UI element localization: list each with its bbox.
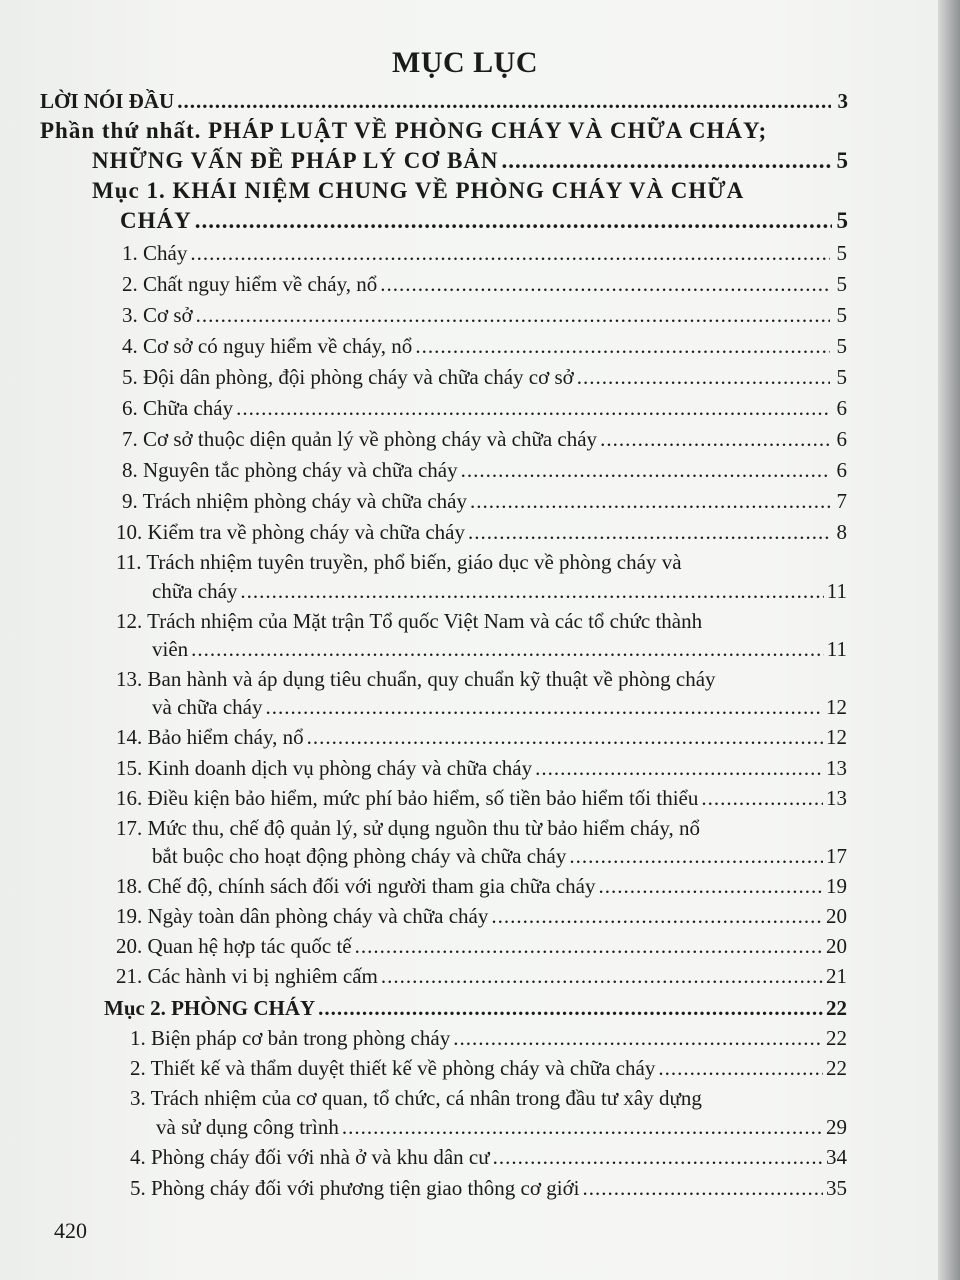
- leader-dots: [190, 238, 830, 268]
- toc-entry-line1: 17. Mức thu, chế độ quản lý, sử dụng nguồn thu từ bảo hiểm cháy, nổ: [116, 816, 700, 840]
- toc-entry: 10. Kiểm tra về phòng cháy và chữa cháy ..... 8: [116, 517, 847, 547]
- toc-entry: 1. Biện pháp cơ bản trong phòng cháy ..... 22: [130, 1023, 847, 1053]
- leader-dots: [598, 871, 823, 901]
- toc-entry: và chữa cháy ..... 12: [152, 692, 847, 722]
- toc-entry: bắt buộc cho hoạt động phòng cháy và chữa cháy ..... 17: [152, 841, 847, 871]
- toc-entry-section-2: Mục 2. PHÒNG CHÁY ..... 22: [104, 993, 847, 1023]
- leader-dots: [470, 486, 830, 516]
- leader-dots: [380, 269, 830, 299]
- toc-entry: 18. Chế độ, chính sách đối với người tham gia chữa cháy ..... 19: [116, 871, 847, 901]
- toc-entry: 20. Quan hệ hợp tác quốc tế ..... 20: [116, 931, 847, 961]
- toc-entry: 15. Kinh doanh dịch vụ phòng cháy và chữa cháy ..... 13: [116, 753, 847, 783]
- leader-dots: [307, 722, 823, 752]
- leader-dots: [493, 1142, 823, 1172]
- leader-dots: [577, 362, 830, 392]
- toc-entry: chữa cháy ..... 11: [152, 576, 847, 606]
- leader-dots: [318, 993, 823, 1023]
- toc-entry: 5. Đội dân phòng, đội phòng cháy và chữa cháy cơ sở ..... 5: [122, 362, 847, 392]
- leader-dots: [701, 783, 823, 813]
- toc-entry-section-1-line1: Mục 1. KHÁI NIỆM CHUNG VỀ PHÒNG CHÁY VÀ CHỮA: [92, 178, 745, 203]
- leader-dots: [177, 86, 831, 116]
- leader-dots: [195, 206, 832, 236]
- leader-dots: [453, 1023, 823, 1053]
- leader-dots: [502, 146, 832, 176]
- leader-dots: [196, 300, 830, 330]
- toc-entry: 2. Thiết kế và thẩm duyệt thiết kế về phòng cháy và chữa cháy ..... 22: [130, 1053, 847, 1083]
- leader-dots: [461, 455, 830, 485]
- leader-dots: [342, 1112, 823, 1142]
- leader-dots: [600, 424, 830, 454]
- toc-entry: 4. Phòng cháy đối với nhà ở và khu dân cư ..... 34: [130, 1142, 847, 1172]
- leader-dots: [236, 393, 830, 423]
- leader-dots: [569, 841, 823, 871]
- toc-entry: 2. Chất nguy hiểm về cháy, nổ ..... 5: [122, 269, 847, 299]
- toc-entry-part-1: NHỮNG VẤN ĐỀ PHÁP LÝ CƠ BẢN ..... 5: [92, 146, 849, 176]
- toc-entry-line1: 11. Trách nhiệm tuyên truyền, phổ biến, giáo dục về phòng cháy và: [116, 550, 682, 574]
- toc-entry: viên ..... 11: [152, 634, 847, 664]
- toc-entry-line1: 3. Trách nhiệm của cơ quan, tổ chức, cá nhân trong đầu tư xây dựng: [130, 1086, 702, 1110]
- toc-entry-preface: LỜI NÓI ĐẦU ..... 3: [40, 86, 848, 116]
- toc-entry: 19. Ngày toàn dân phòng cháy và chữa cháy ..... 20: [116, 901, 847, 931]
- toc-entry: 8. Nguyên tắc phòng cháy và chữa cháy ..... 6: [122, 455, 847, 485]
- leader-dots: [191, 634, 824, 664]
- leader-dots: [355, 931, 823, 961]
- toc-entry: 3. Cơ sở ..... 5: [122, 300, 847, 330]
- page-title: MỤC LỤC: [392, 46, 538, 79]
- toc-entry: 9. Trách nhiệm phòng cháy và chữa cháy ..... 7: [122, 486, 847, 516]
- leader-dots: [381, 961, 823, 991]
- page-number: 420: [54, 1218, 87, 1243]
- leader-dots: [266, 692, 824, 722]
- leader-dots: [240, 576, 823, 606]
- toc-entry-line1: 13. Ban hành và áp dụng tiêu chuẩn, quy chuẩn kỹ thuật về phòng cháy: [116, 667, 716, 691]
- toc-entry: 16. Điều kiện bảo hiểm, mức phí bảo hiểm, số tiền bảo hiểm tối thiểu ..... 13: [116, 783, 847, 813]
- leader-dots: [468, 517, 830, 547]
- toc-entry: 14. Bảo hiểm cháy, nổ ..... 12: [116, 722, 847, 752]
- toc-entry: và sử dụng công trình ..... 29: [156, 1112, 847, 1142]
- leader-dots: [535, 753, 823, 783]
- toc-entry: 1. Cháy ..... 5: [122, 238, 847, 268]
- toc-entry-line1: 12. Trách nhiệm của Mặt trận Tổ quốc Việt Nam và các tổ chức thành: [116, 609, 703, 633]
- leader-dots: [415, 331, 830, 361]
- toc-entry-part-1-line1: Phần thứ nhất. PHÁP LUẬT VỀ PHÒNG CHÁY VÀ CHỮA CHÁY;: [40, 118, 768, 143]
- toc-entry: 21. Các hành vi bị nghiêm cấm ..... 21: [116, 961, 847, 991]
- toc-entry: 7. Cơ sở thuộc diện quản lý về phòng cháy và chữa cháy ..... 6: [122, 424, 847, 454]
- page-edge: [938, 0, 960, 1280]
- toc-entry: 5. Phòng cháy đối với phương tiện giao thông cơ giới ..... 35: [130, 1173, 847, 1203]
- leader-dots: [491, 901, 823, 931]
- leader-dots: [583, 1173, 823, 1203]
- toc-entry: 4. Cơ sở có nguy hiểm về cháy, nổ ..... 5: [122, 331, 847, 361]
- toc-entry-section-1: CHÁY ..... 5: [120, 206, 849, 236]
- toc-entry: 6. Chữa cháy ..... 6: [122, 393, 847, 423]
- leader-dots: [658, 1053, 823, 1083]
